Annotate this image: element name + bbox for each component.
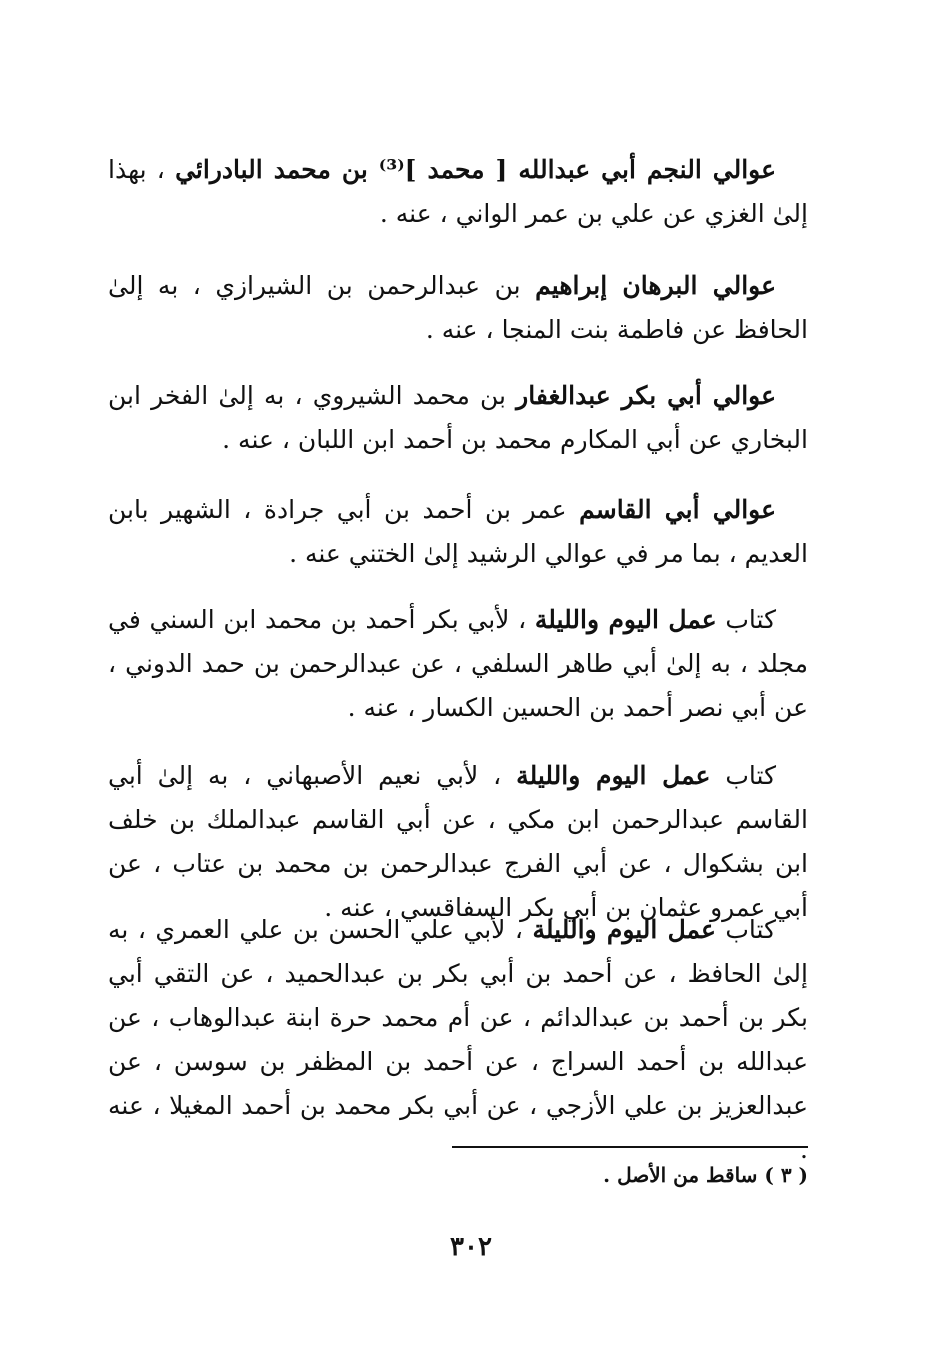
entry-3 [108,374,808,462]
entry-6 [108,754,808,930]
entry-2-text: بن عبدالرحمن بن الشيرازي ، به إلىٰ الحافظ عن فاطمة بنت المنجا ، عنه . [108,271,808,344]
entry-2-title: عوالي البرهان إبراهيم [535,271,776,300]
entry-1 [108,148,808,236]
footnote: ( ٣ ) ساقط من الأصل . [603,1163,808,1187]
entry-4-title: عوالي أبي القاسم [579,495,776,524]
entry-6-prefix: كتاب [710,761,776,790]
entry-7-title: عمل اليوم والليلة [532,915,716,944]
entry-1-text: ، بهذا إلىٰ الغزي عن علي بن عمر الواني ، عنه . [108,155,808,228]
entry-7-prefix: كتاب [715,915,776,944]
entry-5-text: ، لأبي بكر أحمد بن محمد ابن السني في مجلد ، به إلىٰ أبي طاهر السلفي ، عن عبدالرحمن بن حمد الدوني ، عن أبي نصر أحمد بن الحسين الكسار ، عنه . [108,605,808,722]
entry-4 [108,488,808,576]
entry-5-title: عمل اليوم والليلة [534,605,717,634]
entry-3-title: عوالي أبي بكر عبدالغفار [516,381,776,410]
entry-2 [108,264,808,352]
entry-7 [108,908,808,1172]
entry-6-title: عمل اليوم والليلة [516,761,711,790]
entry-3-text: بن محمد الشيروي ، به إلىٰ الفخر ابن البخاري عن أبي المكارم محمد بن أحمد ابن اللبان ، عنه . [108,381,808,454]
entry-5-prefix: كتاب [716,605,776,634]
entry-7-text: ، لأبي علي الحسن بن علي العمري ، به إلىٰ الحافظ ، عن أحمد بن أبي بكر بن عبدالحميد ، عن التقي أبي بكر بن أحمد بن عبدالدائم ، عن أم محمد حرة ابنة عبدالوهاب ، عن عبدالله بن أحمد السراج ، عن أحمد بن المظفر بن سوسن ، عن عبدالعزيز بن علي الأزجي ، عن أبي بكر محمد بن أحمد المغيلا ، عنه . [108,915,808,1164]
entry-6-text: ، لأبي نعيم الأصبهاني ، به إلىٰ أبي القاسم عبدالرحمن ابن مكي ، عن أبي القاسم عبدالملك بن خلف ابن بشكوال ، عن أبي الفرج عبدالرحمن بن محمد بن عتاب ، عن أبي عمرو عثمان بن أبي بكر السفاقسي ، عنه . [108,761,808,922]
page-number: ٣٠٢ [450,1232,492,1262]
entry-4-text: عمر بن أحمد بن أبي جرادة ، الشهير بابن العديم ، بما مر في عوالي الرشيد إلىٰ الختني عنه . [108,495,808,568]
entry-1-title: عوالي النجم أبي عبدالله [ محمد ]⁽³⁾ بن محمد البادرائي [175,155,776,184]
footnote-divider [452,1146,808,1148]
entry-5 [108,598,808,730]
